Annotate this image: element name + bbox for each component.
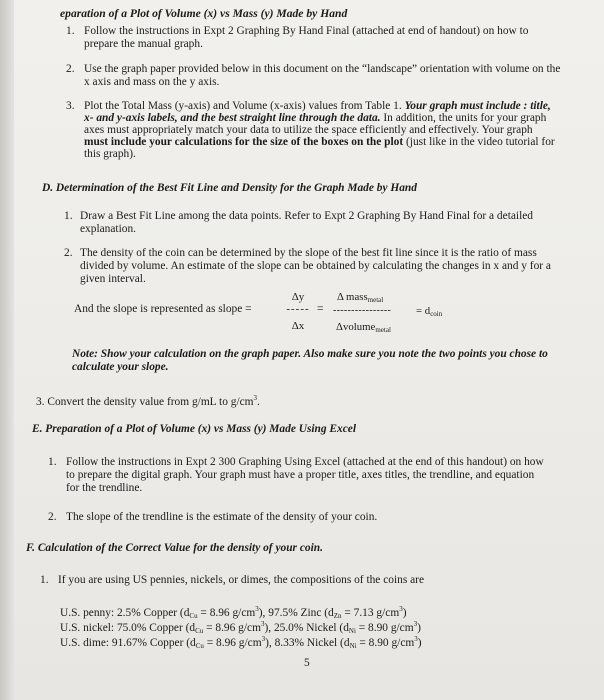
d-item-2-line-1: The density of the coin can be determined by the slope of the best fit line since it is the ratio of mass xyxy=(80,247,537,259)
d-item-1-line-1: Draw a Best Fit Line among the data points. Refer to Expt 2 Graphing By Hand Final for a detailed xyxy=(80,210,533,222)
density-fraction-bar: ---------------- xyxy=(333,305,392,316)
c-item-2-line-1: Use the graph paper provided below in this document on the “landscape” orientation with volume on the xyxy=(84,63,561,75)
note-line-2: calculate your slope. xyxy=(72,361,169,373)
e-item-2-number: 2. xyxy=(48,511,57,523)
equation-equals: = xyxy=(317,303,324,315)
e-item-1-number: 1. xyxy=(48,456,57,468)
c-item-2-number: 2. xyxy=(66,63,75,75)
d-item-2-line-3: given interval. xyxy=(80,273,146,285)
e-item-2-text: The slope of the trendline is the estimate of the density of your coin. xyxy=(66,511,378,523)
c-item-3-line-1: Plot the Total Mass (y-axis) and Volume (x-axis) values from Table 1. Your graph must include : title, xyxy=(84,100,551,112)
section-e-heading: E. Preparation of a Plot of Volume (x) vs Mass (y) Made Using Excel xyxy=(32,423,356,435)
delta-y: Δy xyxy=(291,291,305,303)
coin-nickel-composition: U.S. nickel: 75.0% Copper ($d_{Cu} = 8.96$ $g/cm^3$), 25.0% Nickel ($d_{Ni} = 8.90$ $g/cm^3$) xyxy=(60,620,421,635)
delta-mass-metal: Δ mass$_{metal}$ xyxy=(337,291,384,304)
delta-x: Δx xyxy=(291,320,305,332)
coin-dime-composition: U.S. dime: 91.67% Copper ($d_{Cu} = 8.96$ $g/cm^3$), 8.33% Nickel ($d_{Ni} = 8.90$ $g/cm^3$) xyxy=(60,635,422,650)
c-item-1-line-2: prepare the manual graph. xyxy=(84,38,203,50)
c-item-2-line-2: x axis and mass on the y axis. xyxy=(84,76,220,88)
d-item-1-line-2: explanation. xyxy=(80,223,136,235)
c-item-3-line-5: this graph). xyxy=(84,148,136,160)
e-item-1-line-1: Follow the instructions in Expt 2 300 Graphing Using Excel (attached at the end of this handout) on how xyxy=(66,456,544,468)
d-item-3: 3. Convert the density value from g/mL to $g/cm^3$. xyxy=(36,394,260,408)
section-c-heading-fragment: eparation of a Plot of Volume (x) vs Mass (y) Made by Hand xyxy=(60,7,348,20)
slope-equation-lead: And the slope is represented as slope = xyxy=(74,303,252,315)
d-item-2-line-2: divided by volume. An estimate of the slope can be obtained by calculating the changes in x and y for a xyxy=(80,260,551,272)
c-item-3-line-4: must include your calculations for the size of the boxes on the plot (just like in the video tutorial for xyxy=(84,136,555,148)
c-item-1-line-1: Follow the instructions in Expt 2 Graphing By Hand Final (attached at end of handout) on how to xyxy=(84,25,529,37)
note-line-1: Note: Show your calculation on the graph paper. Also make sure you note the two points you chose to xyxy=(72,348,548,360)
f-item-1-text: If you are using US pennies, nickels, or dimes, the compositions of the coins are xyxy=(58,574,425,586)
f-item-1-number: 1. xyxy=(40,574,49,586)
section-f-heading: F. Calculation of the Correct Value for the density of your coin. xyxy=(26,542,323,554)
page-binding-edge xyxy=(0,0,14,700)
c-item-3-line-2: x- and y-axis labels, and the best straight line through the data. In addition, the units for your graph xyxy=(84,112,547,124)
page-number: 5 xyxy=(304,657,310,669)
coin-penny-composition: U.S. penny: 2.5% Copper ($d_{Cu} = 8.96$ $g/cm^3$), 97.5% Zinc ($d_{Zn} = 7.13$ $g/cm^3$) xyxy=(60,605,407,620)
c-item-3-line-3: axes must appropriately match your data to utilize the space efficiently and effectively. Your graph xyxy=(84,124,533,136)
d-item-2-number: 2. xyxy=(64,247,73,259)
slope-fraction-bar: ----- xyxy=(286,303,310,315)
density-coin-result: = $d_{coin}$ xyxy=(416,305,443,318)
c-item-3-number: 3. xyxy=(66,100,75,112)
e-item-1-line-2: to prepare the digital graph. Your graph must have a proper title, axes titles, the trendline, and equation xyxy=(66,469,535,481)
d-item-1-number: 1. xyxy=(64,210,73,222)
e-item-1-line-3: for the trendline. xyxy=(66,482,143,494)
c-item-1-number: 1. xyxy=(66,25,75,37)
section-d-heading: D. Determination of the Best Fit Line and Density for the Graph Made by Hand xyxy=(42,182,417,194)
delta-volume-metal: Δvolume$_{metal}$ xyxy=(336,321,391,334)
